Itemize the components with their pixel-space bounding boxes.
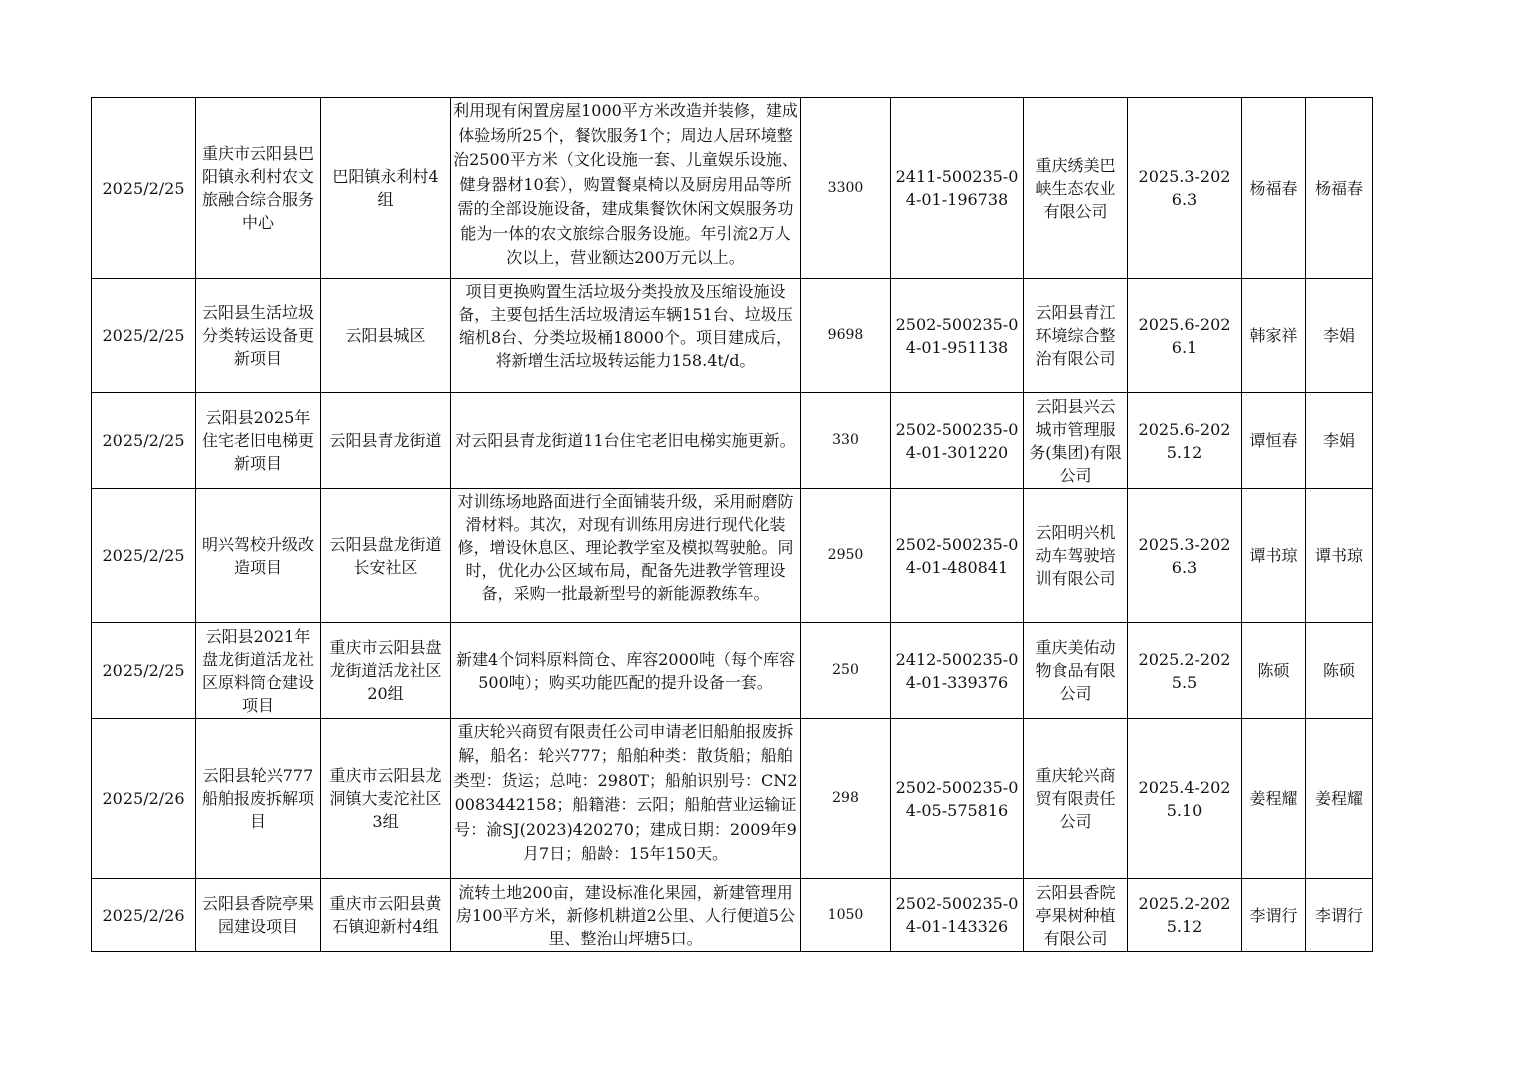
cell-company: 云阳明兴机动车驾驶培训有限公司 <box>1024 489 1128 623</box>
cell-person-1: 杨福春 <box>1242 98 1306 279</box>
cell-content-text: 新建4个饲料原料筒仓、库容2000吨（每个库容500吨）；购买功能匹配的提升设备一套。 <box>456 649 795 692</box>
cell-person-1: 谭书琼 <box>1242 489 1306 623</box>
cell-content <box>451 393 801 489</box>
cell-content <box>451 279 801 393</box>
cell-content <box>451 489 801 623</box>
cell-project-code: 2411-500235-04-01-196738 <box>891 98 1024 279</box>
table-row <box>92 623 1373 719</box>
cell-date: 2025/2/25 <box>92 279 196 393</box>
cell-date: 2025/2/25 <box>92 623 196 719</box>
cell-content <box>451 719 801 879</box>
cell-person-1: 韩家祥 <box>1242 279 1306 393</box>
cell-content <box>451 98 801 279</box>
cell-person-2: 陈硕 <box>1306 623 1373 719</box>
cell-location: 云阳县青龙街道 <box>321 393 451 489</box>
table-row <box>92 393 1373 489</box>
cell-date: 2025/2/25 <box>92 393 196 489</box>
cell-location: 重庆市云阳县盘龙街道活龙社区20组 <box>321 623 451 719</box>
cell-investment: 9698 <box>801 279 891 393</box>
cell-location: 云阳县城区 <box>321 279 451 393</box>
cell-date: 2025/2/26 <box>92 719 196 879</box>
cell-date: 2025/2/25 <box>92 489 196 623</box>
cell-project-code: 2502-500235-04-01-143326 <box>891 879 1024 952</box>
cell-investment: 3300 <box>801 98 891 279</box>
table-row <box>92 879 1373 952</box>
cell-company: 云阳县香院亭果树种植有限公司 <box>1024 879 1128 952</box>
cell-person-1: 李谓行 <box>1242 879 1306 952</box>
table-row <box>92 489 1373 623</box>
cell-investment: 250 <box>801 623 891 719</box>
cell-company: 重庆美佑动物食品有限公司 <box>1024 623 1128 719</box>
cell-person-2: 李谓行 <box>1306 879 1373 952</box>
cell-content-text: 利用现有闲置房屋1000平方米改造并装修，建成体验场所25个，餐饮服务1个；周边人居环境整治2500平方米（文化设施一套、儿童娱乐设施、健身器材10套），购置餐桌椅以及厨房用品等所需的全部设施设备，建成集餐饮休闲文娱服务功能为一体的农文旅综合服务设施。年引流2万人次以上，营业额达200万元以上。 <box>453 101 798 267</box>
cell-period: 2025.6-2026.1 <box>1128 279 1242 393</box>
cell-investment: 330 <box>801 393 891 489</box>
cell-content-text: 对云阳县青龙街道11台住宅老旧电梯实施更新。 <box>455 431 796 450</box>
cell-project-code: 2502-500235-04-01-480841 <box>891 489 1024 623</box>
cell-project-code: 2412-500235-04-01-339376 <box>891 623 1024 719</box>
cell-content <box>451 879 801 952</box>
cell-period: 2025.3-2026.3 <box>1128 489 1242 623</box>
cell-person-1: 陈硕 <box>1242 623 1306 719</box>
cell-project-name: 云阳县2025年住宅老旧电梯更新项目 <box>196 393 321 489</box>
cell-location: 巴阳镇永利村4组 <box>321 98 451 279</box>
cell-project-name: 云阳县轮兴777船舶报废拆解项目 <box>196 719 321 879</box>
cell-period: 2025.6-2025.12 <box>1128 393 1242 489</box>
cell-investment: 1050 <box>801 879 891 952</box>
cell-project-name: 云阳县生活垃圾分类转运设备更新项目 <box>196 279 321 393</box>
cell-person-2: 杨福春 <box>1306 98 1373 279</box>
cell-person-1: 姜程耀 <box>1242 719 1306 879</box>
cell-project-code: 2502-500235-04-01-951138 <box>891 279 1024 393</box>
table-row <box>92 98 1373 279</box>
cell-content-text: 重庆轮兴商贸有限责任公司申请老旧船舶报废拆解，船名：轮兴777；船舶种类：散货船；船舶类型：货运；总吨：2980T；船舶识别号：CN20083442158；船籍港：云阳；船舶营业运输证号：渝SJ(2023)420270；建成日期：2009年9月7日；船龄：15年150天。 <box>453 721 798 863</box>
cell-investment: 298 <box>801 719 891 879</box>
cell-company: 重庆轮兴商贸有限责任公司 <box>1024 719 1128 879</box>
cell-location: 重庆市云阳县龙洞镇大麦沱社区3组 <box>321 719 451 879</box>
table-row <box>92 279 1373 393</box>
cell-period: 2025.4-2025.10 <box>1128 719 1242 879</box>
cell-period: 2025.3-2026.3 <box>1128 98 1242 279</box>
cell-project-name: 明兴驾校升级改造项目 <box>196 489 321 623</box>
cell-project-name: 重庆市云阳县巴阳镇永利村农文旅融合综合服务中心 <box>196 98 321 279</box>
cell-company: 云阳县青江环境综合整治有限公司 <box>1024 279 1128 393</box>
table-row <box>92 719 1373 879</box>
cell-project-name: 云阳县香院亭果园建设项目 <box>196 879 321 952</box>
cell-person-1: 谭恒春 <box>1242 393 1306 489</box>
cell-person-2: 李娟 <box>1306 393 1373 489</box>
cell-content-text: 流转土地200亩，建设标准化果园，新建管理用房100平方米，新修机耕道2公里、人行便道5公里、整治山坪塘5口。 <box>456 882 795 948</box>
cell-project-name: 云阳县2021年盘龙街道活龙社区原料筒仓建设项目 <box>196 623 321 719</box>
cell-date: 2025/2/25 <box>92 98 196 279</box>
project-table <box>91 97 1373 952</box>
cell-location: 重庆市云阳县黄石镇迎新村4组 <box>321 879 451 952</box>
cell-location: 云阳县盘龙街道长安社区 <box>321 489 451 623</box>
cell-person-2: 姜程耀 <box>1306 719 1373 879</box>
cell-period: 2025.2-2025.12 <box>1128 879 1242 952</box>
cell-company: 云阳县兴云城市管理服务(集团)有限公司 <box>1024 393 1128 489</box>
cell-content-text: 对训练场地路面进行全面铺装升级，采用耐磨防滑材料。其次，对现有训练用房进行现代化装修，增设休息区、理论教学室及模拟驾驶舱。同时，优化办公区域布局，配备先进教学管理设备，采购一批最新型号的新能源教练车。 <box>457 491 794 603</box>
cell-content-text: 项目更换购置生活垃圾分类投放及压缩设施设备，主要包括生活垃圾清运车辆151台、垃圾压缩机8台、分类垃圾桶18000个。项目建成后，将新增生活垃圾转运能力158.4t/d。 <box>458 281 793 370</box>
cell-project-code: 2502-500235-04-05-575816 <box>891 719 1024 879</box>
cell-company: 重庆绣美巴峡生态农业有限公司 <box>1024 98 1128 279</box>
cell-content <box>451 623 801 719</box>
cell-date: 2025/2/26 <box>92 879 196 952</box>
cell-person-2: 谭书琼 <box>1306 489 1373 623</box>
cell-investment: 2950 <box>801 489 891 623</box>
cell-person-2: 李娟 <box>1306 279 1373 393</box>
cell-period: 2025.2-2025.5 <box>1128 623 1242 719</box>
cell-project-code: 2502-500235-04-01-301220 <box>891 393 1024 489</box>
